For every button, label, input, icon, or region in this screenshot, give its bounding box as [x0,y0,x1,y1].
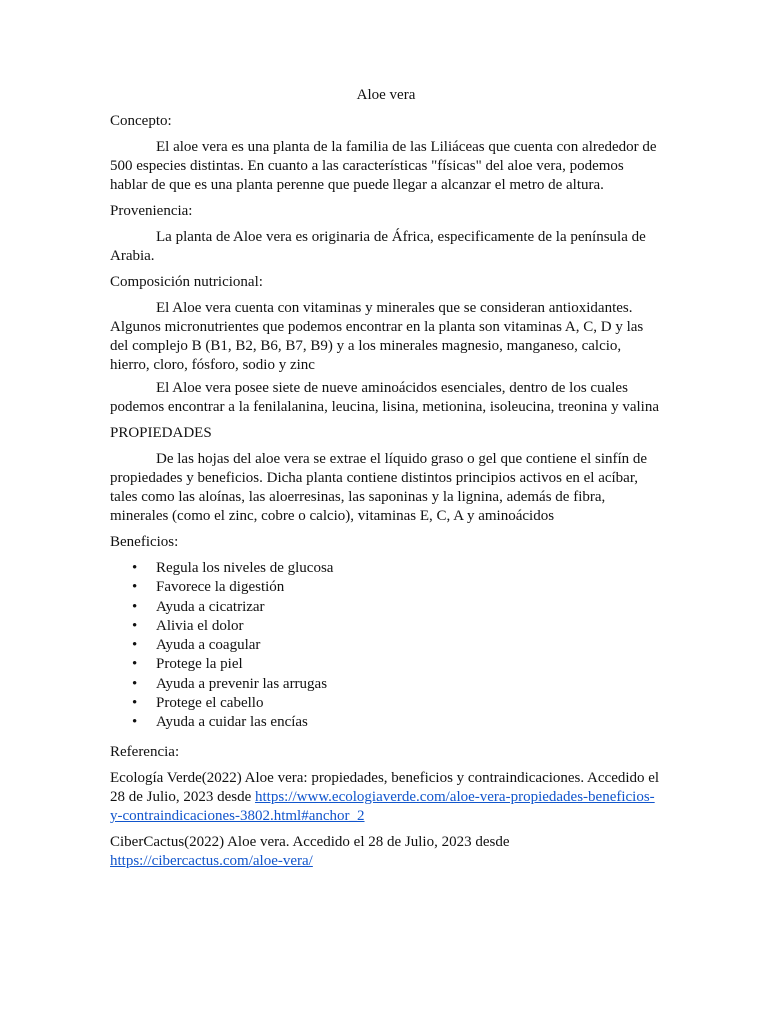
composicion-heading: Composición nutricional: [110,274,263,290]
propiedades-heading: PROPIEDADES [110,425,212,441]
list-item-text: Alivia el dolor [156,617,244,634]
concepto-paragraph: El aloe vera es una planta de la familia de las Liliáceas que cuenta con alrededor de 500 especies distintas. En cuanto a las características "físicas" del aloe vera, podemos hablar de que es una planta perenne que puede llegar a alcanzar el metro de altura. [110,139,657,193]
bullet-icon: • [132,675,138,692]
reference-link-cibercactus[interactable]: https://cibercactus.com/aloe-vera/ [110,852,313,869]
composicion-paragraph-2: El Aloe vera posee siete de nueve aminoácidos esenciales, dentro de los cuales podemos encontrar a la fenilalanina, leucina, lisina, metionina, isoleucina, treonina y valina [110,380,659,415]
reference-entry-cibercactus [110,833,662,871]
bullet-icon: • [132,579,138,596]
bullet-icon: • [132,695,138,712]
list-item [110,713,662,732]
list-item [110,636,662,655]
bullet-icon: • [132,656,138,673]
bullet-icon: • [132,714,138,731]
list-item [110,617,662,636]
propiedades-paragraph: De las hojas del aloe vera se extrae el líquido graso o gel que contiene el sinfín de propiedades y beneficios. Dicha planta contiene distintos principios activos en el acíbar, tales como las aloínas, las aloerresinas, las saponinas y la lignina, además de fibra, minerales (como el zinc, cobre o calcio), vitaminas E, C, A y aminoácidos [110,451,648,524]
bullet-icon: • [132,617,138,634]
list-item [110,598,662,617]
list-item-text: Protege el cabello [156,695,264,712]
list-item-text: Regula los niveles de glucosa [156,560,334,576]
list-item [110,559,662,578]
beneficios-heading: Beneficios: [110,534,179,550]
reference-link-ecologiaverde[interactable]: https://www.ecologiaverde.com/aloe-vera-propiedades-beneficios-y-contraindicaciones-3802.html#anchor_2 [110,788,655,824]
list-item [110,675,662,694]
reference-text: CiberCactus(2022) Aloe vera. Accedido el 28 de Julio, 2023 desde [110,833,510,850]
composicion-paragraph-1: El Aloe vera cuenta con vitaminas y minerales que se consideran antioxidantes. Algunos micronutrientes que podemos encontrar en la planta son vitaminas A, C, D y las del complejo B (B1, B2, B6, B7, B9) y a los minerales magnesio, manganeso, calcio, hierro, cloro, fósforo, sodio y zinc [110,300,644,373]
bullet-icon: • [132,598,138,615]
reference-text: Ecología Verde(2022) Aloe vera: propiedades, beneficios y contraindicaciones. Accedido el 28 de Julio, 2023 desde [110,769,660,805]
referencia-heading: Referencia: [110,743,180,760]
list-item [110,578,662,597]
bullet-icon: • [132,560,138,576]
bullet-icon: • [132,637,138,654]
list-item-text: Ayuda a coagular [156,637,261,654]
beneficios-list [110,559,662,733]
list-item-text: Ayuda a cicatrizar [156,598,265,615]
document-page [110,86,662,878]
proveniencia-paragraph: La planta de Aloe vera es originaria de África, especificamente de la península de Arabia. [110,229,646,264]
reference-entry-ecologiaverde [110,769,662,826]
list-item-text: Favorece la digestión [156,579,285,596]
list-item-text: Ayuda a cuidar las encías [156,714,308,731]
list-item [110,655,662,674]
concepto-heading: Concepto: [110,113,172,129]
list-item [110,694,662,713]
document-title: Aloe vera [356,87,416,103]
list-item-text: Ayuda a prevenir las arrugas [156,675,328,692]
list-item-text: Protege la piel [156,656,243,673]
proveniencia-heading: Proveniencia: [110,203,193,219]
